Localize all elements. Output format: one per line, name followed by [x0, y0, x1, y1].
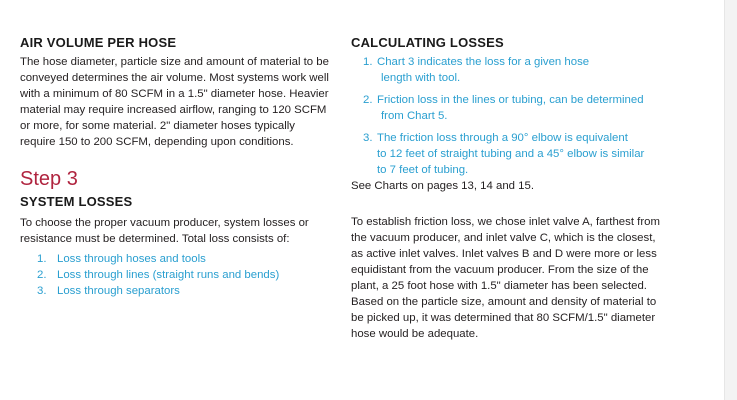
air-volume-body: [20, 54, 350, 150]
list-item-text: Loss through lines (straight runs and bends): [57, 269, 280, 281]
body-line: be picked up, it was determined that 80 SCFM/1.5" diameter: [351, 312, 656, 324]
list-item-line: length with tool.: [381, 72, 461, 84]
air-volume-line: with a minimum of 80 SCFM in a 1.5" diameter hose. Heavier: [20, 88, 329, 100]
list-item-line: to 7 feet of tubing.: [377, 164, 469, 176]
list-item-number: 1.: [37, 253, 47, 265]
system-losses-line: resistance must be determined. Total loss consists of:: [20, 233, 290, 245]
list-item-number: 1.: [363, 56, 373, 68]
calculating-losses-heading: CALCULATING LOSSES: [351, 35, 504, 50]
body-line: plant, a 25 foot hose with 1.5" diameter has been selected.: [351, 280, 647, 292]
list-item-text-block: [377, 130, 693, 178]
air-volume-line: conveyed determines the air volume. Most systems work well: [20, 72, 329, 84]
list-item-text-block: [377, 54, 693, 86]
list-item-line: to 12 feet of straight tubing and a 45° elbow is similar: [377, 148, 645, 160]
list-item: [363, 130, 693, 178]
calculating-losses-body: [351, 214, 696, 342]
list-item: [37, 267, 337, 283]
body-line: as active inlet valves. Inlet valves B and D were more or less: [351, 248, 657, 260]
system-losses-heading: SYSTEM LOSSES: [20, 194, 133, 209]
page-edge-strip: [724, 0, 737, 400]
see-charts-note: See Charts on pages 13, 14 and 15.: [351, 180, 535, 192]
list-item-number: 3.: [37, 285, 47, 297]
body-line: equidistant from the vacuum producer. From the size of the: [351, 264, 649, 276]
list-item: [363, 54, 693, 86]
list-item-text-block: [377, 92, 693, 124]
list-item-number: 2.: [37, 269, 47, 281]
body-line: Based on the particle size, amount and density of material to: [351, 296, 657, 308]
system-losses-body: [20, 215, 350, 247]
list-item: [37, 283, 337, 299]
list-item-line: Chart 3 indicates the loss for a given hose: [377, 56, 590, 68]
list-item: [363, 92, 693, 124]
list-item-text: Loss through separators: [57, 285, 180, 297]
system-losses-line: To choose the proper vacuum producer, system losses or: [20, 217, 309, 229]
body-line: hose would be adequate.: [351, 328, 479, 340]
air-volume-line: The hose diameter, particle size and amount of material to be: [20, 56, 329, 68]
list-item-number: 3.: [363, 132, 373, 144]
calculating-losses-list: [363, 54, 693, 178]
air-volume-line: or more, for some material. 2" diameter hoses typically: [20, 120, 295, 132]
body-line: To establish friction loss, we chose inlet valve A, farthest from: [351, 216, 660, 228]
list-item-number: 2.: [363, 94, 373, 106]
list-item: [37, 251, 337, 267]
air-volume-line: require 150 to 200 SCFM, depending upon conditions.: [20, 136, 294, 148]
air-volume-heading: AIR VOLUME PER HOSE: [20, 35, 177, 50]
list-item-line: from Chart 5.: [381, 110, 448, 122]
list-item-line: Friction loss in the lines or tubing, can be determined: [377, 94, 644, 106]
list-item-text: Loss through hoses and tools: [57, 253, 206, 265]
body-line: the vacuum producer, and inlet valve C, which is the closest,: [351, 232, 656, 244]
step-3-title: Step 3: [20, 168, 78, 190]
air-volume-line: material may require increased airflow, ranging to 120 SCFM: [20, 104, 327, 116]
system-losses-list: [37, 251, 337, 299]
list-item-line: The friction loss through a 90° elbow is equivalent: [377, 132, 628, 144]
